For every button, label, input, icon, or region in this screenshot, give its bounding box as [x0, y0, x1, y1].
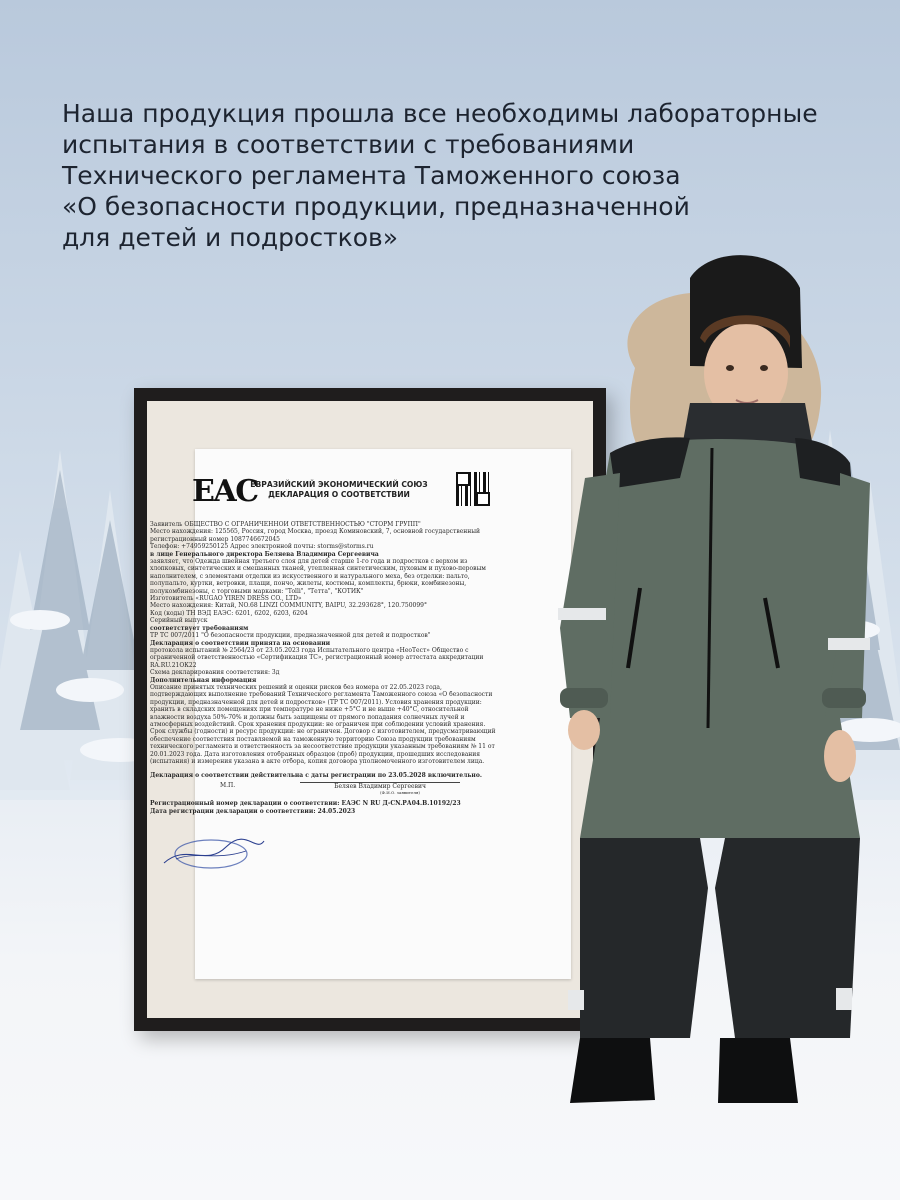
- child-in-winter-jumpsuit-photo: [540, 248, 880, 1118]
- document-line: RA.RU.21ОК22: [150, 661, 197, 669]
- document-line: влажности воздуха 50%-70% и должны быть защищены от прямого попадания солнечных лучей и: [150, 713, 465, 721]
- document-line: атмосферных воздействий. Срок хранения продукции: не ограничен при соблюдении условий хранения.: [150, 720, 486, 728]
- document-line: наполнителем, с элементами отделки из искусственного и натурального меха, без отделки: пальто,: [150, 572, 470, 580]
- signer-name: [300, 782, 460, 790]
- headline-line: Наша продукция прошла все необходимы лабораторные: [62, 99, 818, 128]
- document-line: Серийный выпуск: [150, 617, 208, 625]
- document-line: в лице Генерального директора Беляева Владимира Сергеевича: [150, 550, 379, 558]
- document-line: (испытания) и измерения указана в акте отбора, копия договора уполномоченного изготовителем лица.: [150, 758, 485, 765]
- document-line: Заявитель ОБЩЕСТВО С ОГРАНИЧЕННОЙ ОТВЕТСТВЕННОСТЬЮ "СТОРМ ГРУПП": [150, 521, 421, 528]
- stamp-mark: М.П.: [220, 781, 236, 789]
- document-line: Срок службы (годности) и ресурс продукции: не ограничен. Договор с изготовителем, предусматривающий: [150, 728, 496, 736]
- document-line: Код (коды) ТН ВЭД ЕАЭС: 6201, 6202, 6203, 6204: [150, 609, 308, 617]
- registration-number: Регистрационный номер декларации о соответствии: ЕАЭС N RU Д-CN.РА04.В.10192/23: [150, 800, 461, 808]
- signature-row: [150, 780, 500, 790]
- signer-caption: (Ф.И.О. заявителя): [380, 790, 420, 796]
- document-line: Схема декларирования соответствия: 3д: [150, 669, 280, 677]
- document-line: соответствует требованиям: [150, 624, 249, 632]
- document-header-line: ЕВРАЗИЙСКИЙ ЭКОНОМИЧЕСКИЙ СОЮЗ: [250, 480, 428, 489]
- headline-line: Технического регламента Таможенного союза: [62, 161, 681, 190]
- document-content: [134, 388, 606, 1031]
- document-line: ТР ТС 007/2011 "О безопасности продукции, предназначенной для детей и подростков": [150, 632, 431, 640]
- document-line: протокола испытаний № 2564/23 от 23.05.2023 года Испытательного центра «НеоТест» Общество с: [150, 646, 469, 654]
- document-spacer: [150, 765, 500, 772]
- document-line: ограниченной ответственностью «Сертификация ТС», регистрационный номер аттестата аккредитации: [150, 654, 484, 662]
- document-line: Изготовитель «RUGAO YIREN DRESS CO., LTD»: [150, 595, 302, 603]
- document-line: заявляет, что Одежда швейная третьего слоя для детей старше 1-го года и подростков с верхом из: [150, 558, 468, 566]
- headline-line: «О безопасности продукции, предназначенной: [62, 192, 690, 221]
- headline-line: для детей и подростков»: [62, 223, 399, 252]
- document-line: хранить в складских помещениях при температуре не ниже +5°С и не выше +40°С, относительной: [150, 706, 469, 714]
- document-line: регистрационный номер 1087746672045: [150, 535, 280, 543]
- document-line: Дополнительная информация: [150, 676, 257, 684]
- document-line: полукомбинезоны, с торговыми марками: "Tolli", "Тетта", "КОТИК": [150, 587, 364, 595]
- document-line: Декларация о соответствии принята на основании: [150, 639, 331, 647]
- document-line: технического регламента и ответственность за несоответствие продукции указанным требованиям № 11 от: [150, 743, 495, 751]
- eac-logo: ЕАС: [192, 474, 258, 509]
- document-line: подтверждающих выполнение требований Технического регламента Таможенного союза «О безопасности: [150, 691, 493, 699]
- document-body: [150, 521, 500, 815]
- signature-stamp: [156, 833, 266, 871]
- headline: [62, 98, 852, 253]
- document-header: [244, 480, 434, 500]
- signer-name-text: Беляев Владимир Сергеевич: [334, 782, 426, 790]
- document-line: хлопковых, синтетических и смешанных тканей, утепленная синтетическим, пуховым и пухово-перовым: [150, 565, 486, 573]
- document-line: Телефон: +74959250125 Адрес электронной почты: storms@storms.ru: [150, 543, 374, 551]
- document-line: Описание принятых технических решений и оценки рисков без номера от 22.05.2023 года,: [150, 683, 442, 691]
- document-line: полупальто, куртки, ветровки, плащи, пончо, жилеты, костюмы, комплекты, брюки, комбинезоны,: [150, 580, 467, 588]
- qr-code-icon: [456, 472, 490, 506]
- document-validity: Декларация о соответствии действительна с даты регистрации по 23.05.2028 включительно.: [150, 772, 482, 780]
- document-line: продукции, предназначенной для детей и подростков» (ТР ТС 007/2011). Условия хранения продукции:: [150, 698, 482, 706]
- document-line: Место нахождения: 125565, Россия, город Москва, проезд Коминовский, 7, основной государственный: [150, 528, 481, 536]
- document-line: обеспечение соответствия поставляемой на таможенную территорию Союза продукции требованиям: [150, 735, 476, 743]
- document-line: 20.01.2023 года. Дата изготовления отобранных образцов (проб) продукции, прошедших исследования: [150, 750, 481, 758]
- document-line: Место нахождения: Китай, NO.68 LINZI COMMUNITY, BAIPU, 32.293628°, 120.750099°: [150, 602, 427, 610]
- registration-date: Дата регистрации декларации о соответствии: 24.05.2023: [150, 807, 356, 815]
- document-header-line: ДЕКЛАРАЦИЯ О СООТВЕТСТВИИ: [268, 490, 410, 499]
- headline-line: испытания в соответствии с требованиями: [62, 130, 635, 159]
